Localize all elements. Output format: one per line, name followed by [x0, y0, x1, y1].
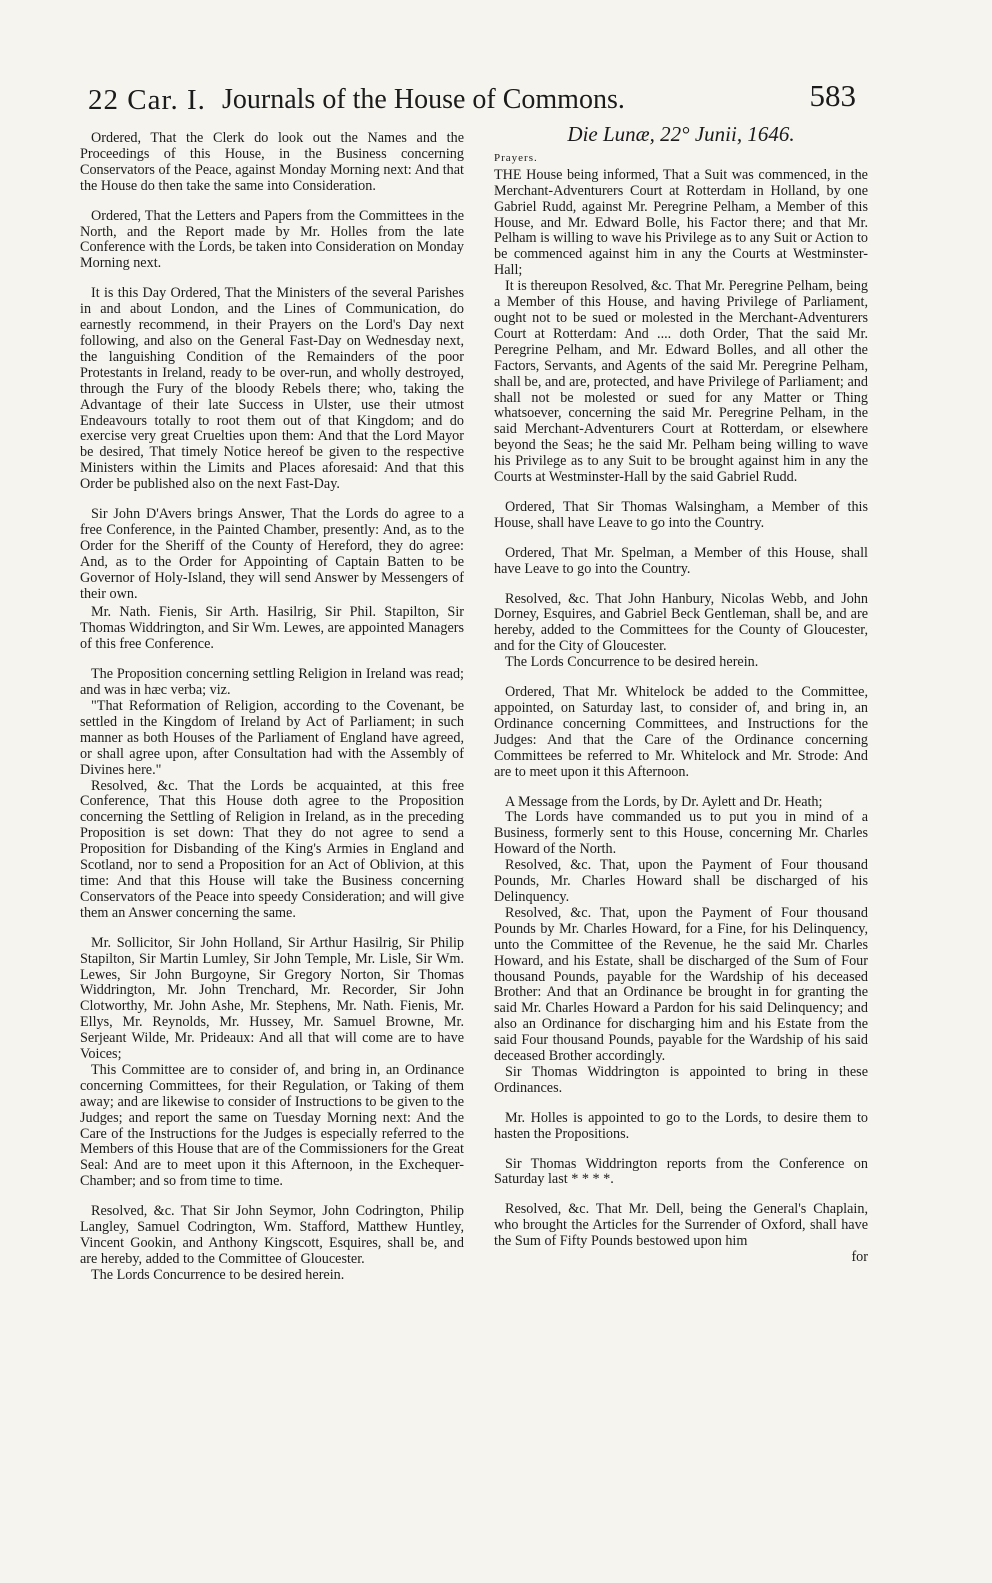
paragraph: Ordered, That the Clerk do look out the Names and the Proceedings of this House, in the Business concerning Conservators of the Peace, against Monday Morning next: And that the House do then take the same into Consideration.	[80, 130, 464, 194]
regnal-year: 22 Car. I.	[88, 84, 206, 116]
paragraph: THE House being informed, That a Suit was commenced, in the Merchant-Adventurers Court at Rotterdam in Holland, by one Gabriel Rudd, against Mr. Peregrine Pelham, a Member of this House, and Mr. Edward Bolle, his Factor there; and that Mr. Pelham is willing to wave his Privilege as to any Suit or Action to be commenced against him in any the Courts at Westminster-Hall;	[494, 166, 868, 279]
paragraph: Ordered, That Sir Thomas Walsingham, a Member of this House, shall have Leave to go into the Country.	[494, 498, 868, 531]
paragraph: Resolved, &c. That John Hanbury, Nicolas Webb, and John Dorney, Esquires, and Gabriel Beck Gentleman, shall be, and are hereby, added to the Committees for the County of Gloucester, and for the City of Gloucester.	[494, 590, 868, 655]
paragraph: Resolved, &c. That Mr. Dell, being the General's Chaplain, who brought the Articles for the Surrender of Oxford, shall have the Sum of Fifty Pounds bestowed upon him	[494, 1201, 868, 1250]
paragraph: Mr. Sollicitor, Sir John Holland, Sir Arthur Hasilrig, Sir Philip Stapilton, Sir Martin Lumley, Sir John Temple, Mr. Lisle, Sir Wm. Lewes, Sir John Burgoyne, Sir Gregory Norton, Sir Thomas Widdrington, Mr. John Trenchard, Mr. Recorder, Sir John Clotworthy, Mr. John Ashe, Mr. Stephens, Mr. Nath. Fienis, Mr. Ellys, Mr. Reynolds, Mr. Hussey, Mr. Samuel Browne, Mr. Serjeant Wilde, Mr. Prideaux: And all that will come are to have Voices;	[80, 934, 464, 1063]
paragraph: "That Reformation of Religion, according to the Covenant, be settled in the Kingdom of Ireland by Act of Parliament; in such manner as both Houses of the Parliament of England have agreed, or shall agree upon, after Consultation had with the Assembly of Divines here."	[80, 698, 464, 778]
catchword: for	[851, 1249, 868, 1266]
page-number: 583	[809, 78, 856, 113]
paragraph: This Committee are to consider of, and bring in, an Ordinance concerning Committees, for their Regulation, or Taking of them away; and are likewise to consider of Instructions to be given to the Judges; and report the same on Tuesday Morning next: And the Care of the Instructions for the Judges is especially referred to the Members of this House that are of the Commissioners for the Great Seal: And are to meet upon it this Afternoon, in the Exchequer-Chamber; and so from time to time.	[80, 1061, 464, 1190]
paragraph: The Lords have commanded us to put you in mind of a Business, formerly sent to this House, concerning Mr. Charles Howard of the North.	[494, 809, 868, 858]
paragraph: The Lords Concurrence to be desired herein.	[505, 654, 759, 671]
paragraph: Ordered, That the Letters and Papers from the Committees in the North, and the Report made by Mr. Holles from the late Conference with the Lords, be taken into Consideration on Monday Morning next.	[80, 207, 464, 272]
paragraph: Sir Thomas Widdrington reports from the Conference on Saturday last * * * *.	[494, 1155, 868, 1188]
paragraph: It is thereupon Resolved, &c. That Mr. Peregrine Pelham, being a Member of this House, and having Privilege of Parliament, ought not to be sued or molested in the Merchant-Adventurers Court at Rotterdam: And .... doth Order, That the said Mr. Peregrine Pelham, and Mr. Edward Bolles, and all other the Factors, Servants, and Agents of the said Mr. Peregrine Pelham, shall be, and are, protected, and have Privilege of Parliament; and shall not be molested or sued for any Matter or Thing whatsoever, concerning the said Mr. Peregrine Pelham, in the said Merchant-Adventurers Court at Rotterdam, or elsewhere beyond the Seas; he the said Mr. Pelham being willing to wave his Privilege as to any Suit to be brought against him in any the Courts at Westminster-Hall by the said Gabriel Rudd.	[494, 278, 868, 486]
sitting-date: Die Lunæ, 22° Junii, 1646.	[567, 122, 795, 146]
paragraph: The Proposition concerning settling Religion in Ireland was read; and was in hæc verba; viz.	[80, 666, 464, 699]
paragraph: Resolved, &c. That Sir John Seymor, John Codrington, Philip Langley, Samuel Codrington, Wm. Stafford, Matthew Huntley, Vincent Gookin, and Anthony Kingscott, Esquires, shall be, and are hereby, added to the Committee of Gloucester.	[80, 1203, 464, 1267]
paragraph: The Lords Concurrence to be desired herein.	[91, 1266, 345, 1283]
running-title: Journals of the House of Commons.	[222, 84, 625, 115]
paragraph: Resolved, &c. That, upon the Payment of Four thousand Pounds by Mr. Charles Howard, for a Fine, for his Delinquency, unto the Committee of the Revenue, he the said Mr. Charles Howard, and his Estate, shall be discharged of the Sum of Four thousand Pounds, payable for the Wardship of his deceased Brother: And that an Ordinance be brought in for granting the said Mr. Charles Howard a Pardon for his said Delinquency; and also an Ordinance for discharging him and his Estate from the said Four thousand Pounds, payable for the Wardship of his said deceased Brother accordingly.	[494, 904, 868, 1065]
paragraph: Sir Thomas Widdrington is appointed to bring in these Ordinances.	[494, 1063, 868, 1096]
right-column	[494, 122, 868, 1266]
paragraph: A Message from the Lords, by Dr. Aylett and Dr. Heath;	[505, 793, 823, 810]
paragraph: Ordered, That Mr. Whitelock be added to the Committee, appointed, on Saturday last, to consider of, and bring in, an Ordinance concerning Committees, and Instructions for the Judges: And that the Care of the Ordinance concerning Committees be referred to Mr. Whitelock and Mr. Strode: And are to meet upon it this Afternoon.	[494, 684, 868, 780]
paragraph: It is this Day Ordered, That the Ministers of the several Parishes in and about London, and the Lines of Communication, do earnestly recommend, in their Prayers on the Lord's Day next following, and also on the General Fast-Day on Wednesday next, the languishing Condition of the Remainders of the poor Protestants in Ireland, ready to be over-run, and wholly destroyed, through the Fury of the bloody Rebels there; who, taking the Advantage of their late Success in Ulster, use their utmost Endeavours totally to root them out of that Kingdom; and do exercise very great Cruelties upon them: And that the Lord Mayor be desired, That timely Notice hereof be given to the respective Ministers within the Limits and Places aforesaid: And that this Order be published also on the next Fast-Day.	[80, 285, 464, 493]
page-header	[88, 74, 856, 124]
paragraph: Sir John D'Avers brings Answer, That the Lords do agree to a free Conference, in the Painted Chamber, presently: And, as to the Order for the Sheriff of the County of Hereford, they do agree: And, as to the Order for Appointing of Captain Batten to be Governor of Holy-Island, they will send Answer by Messengers of their own.	[80, 506, 464, 602]
paragraph: Resolved, &c. That, upon the Payment of Four thousand Pounds, Mr. Charles Howard shall be discharged of his Delinquency.	[494, 857, 868, 905]
paragraph: Mr. Holles is appointed to go to the Lords, to desire them to hasten the Propositions.	[494, 1109, 868, 1142]
paragraph: Mr. Nath. Fienis, Sir Arth. Hasilrig, Sir Phil. Stapilton, Sir Thomas Widdrington, and Sir Wm. Lewes, are appointed Managers of this free Conference.	[80, 604, 464, 653]
prayers-heading: Prayers.	[494, 151, 538, 164]
paragraph: Ordered, That Mr. Spelman, a Member of this House, shall have Leave to go into the Country.	[494, 544, 868, 577]
left-column	[80, 131, 464, 1284]
paragraph: Resolved, &c. That the Lords be acquainted, at this free Conference, That this House doth agree to the Proposition concerning the Settling of Religion in Ireland, as in the preceding Proposition is set down: That they do not agree to send a Proposition for Disbanding of the King's Armies in England and Scotland, nor to send a Proposition for an Act of Oblivion, at this time: And that this House will take the Business concerning Conservators of the Peace into speedy Consideration; and will give them an Answer concerning the same.	[80, 777, 464, 921]
